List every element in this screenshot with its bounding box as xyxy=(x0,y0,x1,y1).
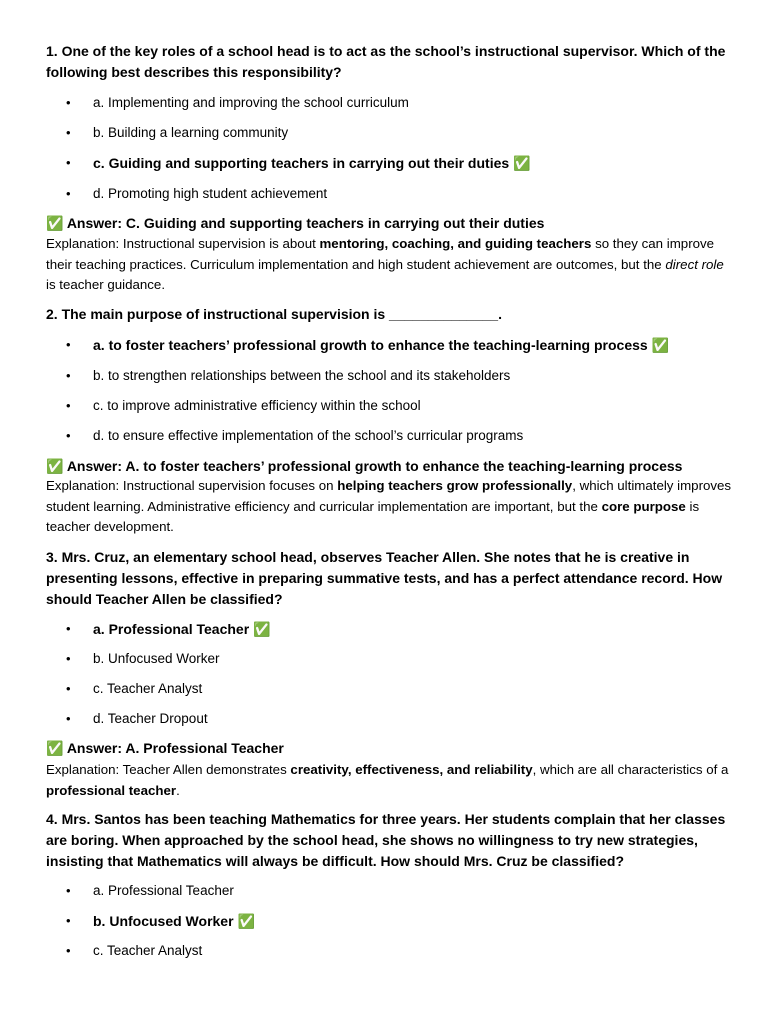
question-4: 4. Mrs. Santos has been teaching Mathematics for three years. Her students complain that her classes are boring. When approached by the school head, she shows no willingness to try new strategies, insisting that Mathematics will always be difficult. How should Mrs. Cruz be classified? xyxy=(46,811,726,869)
q4-option-c: c. Teacher Analyst xyxy=(93,943,203,958)
explanation-text: is teacher guidance. xyxy=(46,277,166,292)
q4-option-b-correct xyxy=(93,911,255,931)
q1-option-a: a. Implementing and improving the school curriculum xyxy=(93,95,409,110)
bullet: • xyxy=(66,428,71,443)
q2-answer xyxy=(46,456,746,476)
q3-option-b: b. Unfocused Worker xyxy=(93,651,220,666)
explanation-bold: creativity, effectiveness, and reliability xyxy=(290,762,533,777)
q3-explanation xyxy=(46,760,736,801)
answer-check-icon: ✅ xyxy=(46,458,64,474)
check-mark-icon: ✅ xyxy=(513,155,531,171)
explanation-text: Explanation: Teacher Allen demonstrates xyxy=(46,762,291,777)
bullet: • xyxy=(66,883,71,898)
question-3: 3. Mrs. Cruz, an elementary school head, observes Teacher Allen. She notes that he is creative in presenting lessons, effective in preparing summative tests, and has a perfect attendance record. How should Teacher Allen be classified? xyxy=(46,549,723,607)
explanation-bold: professional teacher xyxy=(46,782,177,798)
bullet: • xyxy=(66,398,71,413)
explanation-bold: mentoring, coaching, and guiding teachers xyxy=(319,236,592,251)
question-1: 1. One of the key roles of a school head is to act as the school’s instructional supervisor. Which of the following best describes this responsibility? xyxy=(46,43,726,80)
question-2: 2. The main purpose of instructional supervision is ______________. xyxy=(46,306,502,322)
q2-explanation xyxy=(46,476,736,538)
bullet: • xyxy=(66,621,71,636)
answer-check-icon: ✅ xyxy=(46,215,64,231)
option-text: b. Unfocused Worker xyxy=(93,913,234,929)
check-mark-icon: ✅ xyxy=(651,337,670,353)
q1-option-b: b. Building a learning community xyxy=(93,125,289,140)
bullet: • xyxy=(66,155,71,170)
bullet: • xyxy=(66,681,71,696)
q2-option-b: b. to strengthen relationships between the school and its stakeholders xyxy=(93,368,511,383)
explanation-italic: direct role xyxy=(665,256,724,272)
answer-text: Answer: C. Guiding and supporting teachers in carrying out their duties xyxy=(66,215,545,231)
bullet: • xyxy=(66,337,71,352)
q1-explanation xyxy=(46,234,736,296)
explanation-text: . xyxy=(176,782,180,798)
q1-option-d: d. Promoting high student achievement xyxy=(93,186,328,201)
explanation-text: Explanation: Instructional supervision is about xyxy=(46,236,320,251)
q1-option-c-correct xyxy=(93,153,531,173)
bullet: • xyxy=(66,368,71,383)
explanation-text: , which are all characteristics of a xyxy=(532,762,729,777)
bullet: • xyxy=(66,125,71,140)
q2-option-a-correct xyxy=(93,335,669,355)
q2-option-d: d. to ensure effective implementation of the school’s curricular programs xyxy=(93,428,524,443)
bullet: • xyxy=(66,186,71,201)
bullet: • xyxy=(66,95,71,110)
explanation-text: , which ultimately improves student learning. Administrative efficiency and curricular implementation are important, but the xyxy=(46,478,732,514)
explanation-bold: core purpose xyxy=(601,498,686,514)
check-mark-icon: ✅ xyxy=(237,913,255,929)
answer-check-icon: ✅ xyxy=(46,740,64,756)
option-text: a. to foster teachers’ professional growth to enhance the teaching-learning process xyxy=(93,337,648,353)
q2-option-c: c. to improve administrative efficiency within the school xyxy=(93,398,421,413)
answer-text: Answer: A. Professional Teacher xyxy=(66,740,284,756)
option-text: c. Guiding and supporting teachers in carrying out their duties xyxy=(93,155,510,171)
explanation-text: Explanation: Instructional supervision focuses on xyxy=(46,478,338,493)
explanation-text: is teacher development. xyxy=(46,498,700,534)
bullet: • xyxy=(66,651,71,666)
bullet: • xyxy=(66,711,71,726)
q3-option-a-correct xyxy=(93,619,270,639)
q4-option-a: a. Professional Teacher xyxy=(93,883,234,898)
explanation-text: so they can improve their teaching practices. Curriculum implementation and high student achievement are outcomes, but the xyxy=(46,236,715,272)
check-mark-icon: ✅ xyxy=(253,621,271,637)
q3-option-d: d. Teacher Dropout xyxy=(93,711,208,726)
q1-answer xyxy=(46,213,746,233)
q3-option-c: c. Teacher Analyst xyxy=(93,681,203,696)
answer-text: Answer: A. to foster teachers’ professional growth to enhance the teaching-learning process xyxy=(66,458,683,474)
explanation-bold: helping teachers grow professionally xyxy=(337,478,573,493)
bullet: • xyxy=(66,943,71,958)
q3-answer xyxy=(46,738,746,758)
option-text: a. Professional Teacher xyxy=(93,621,250,637)
bullet: • xyxy=(66,913,71,928)
